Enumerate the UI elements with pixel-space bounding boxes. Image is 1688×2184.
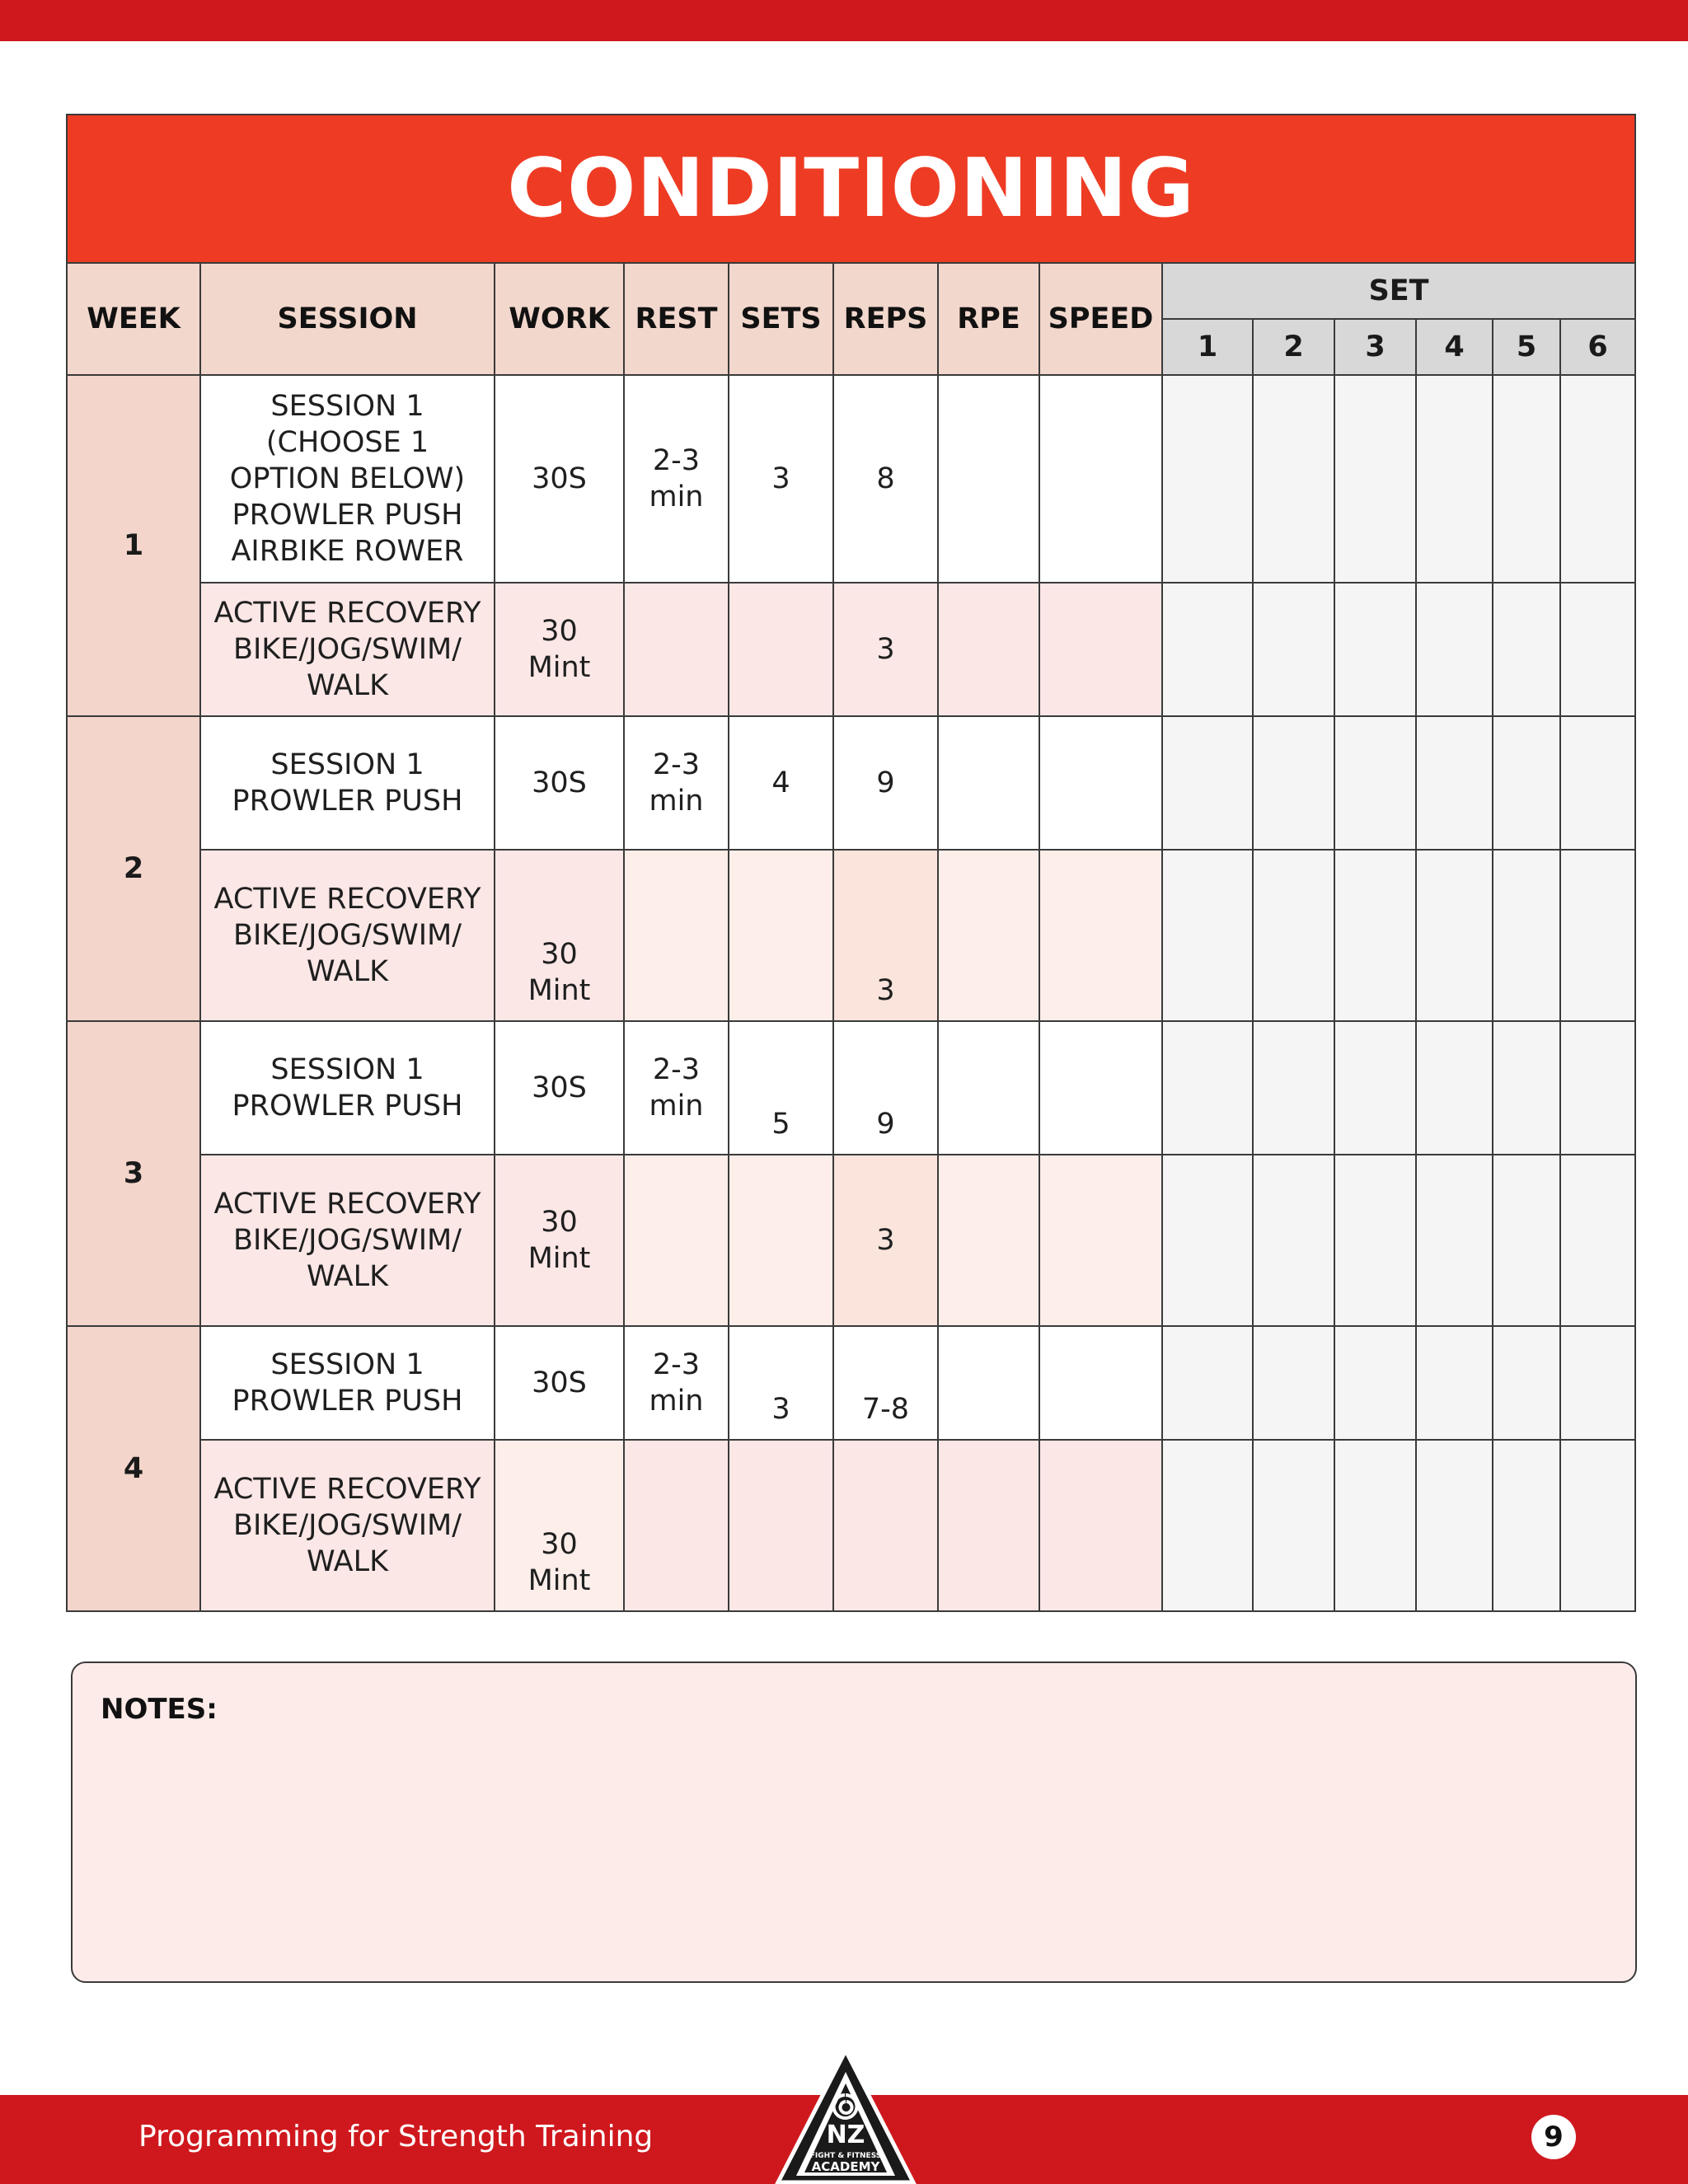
set-2-entry-cell[interactable] <box>1253 375 1334 583</box>
cell-speed[interactable] <box>1039 1021 1162 1155</box>
cell-rest <box>624 716 729 850</box>
cell-line: SESSION 1 <box>270 1348 424 1381</box>
cell-speed[interactable] <box>1039 1155 1162 1326</box>
cell-line: ACTIVE RECOVERY <box>213 1188 481 1221</box>
set-6-entry-cell[interactable] <box>1560 1021 1635 1155</box>
set-1-entry-cell[interactable] <box>1162 850 1253 1021</box>
footer-title: Programming for Strength Training <box>138 2120 654 2154</box>
set-1-entry-cell[interactable] <box>1162 1021 1253 1155</box>
cell-line: BIKE/JOG/SWIM/ <box>232 919 462 952</box>
cell-reps: 9 <box>833 1021 938 1155</box>
set-2-entry-cell[interactable] <box>1253 1021 1334 1155</box>
cell-line: Mint <box>528 974 591 1007</box>
page-number: 9 <box>1531 2115 1576 2159</box>
cell-rpe[interactable] <box>938 850 1039 1021</box>
set-3-entry-cell[interactable] <box>1334 1021 1416 1155</box>
set-3-entry-cell[interactable] <box>1334 1155 1416 1326</box>
cell-rpe[interactable] <box>938 1155 1039 1326</box>
cell-session <box>200 716 495 850</box>
cell-line: (CHOOSE 1 <box>265 426 429 459</box>
week-number: 1 <box>67 375 200 716</box>
cell-reps: 9 <box>833 716 938 850</box>
cell-line: 2-3 <box>652 444 701 477</box>
set-4-entry-cell[interactable] <box>1416 1440 1493 1611</box>
cell-speed[interactable] <box>1039 1440 1162 1611</box>
cell-line: min <box>649 480 704 513</box>
cell-sets: 5 <box>729 1021 833 1155</box>
set-4-entry-cell[interactable] <box>1416 375 1493 583</box>
set-4-entry-cell[interactable] <box>1416 583 1493 716</box>
cell-rpe[interactable] <box>938 716 1039 850</box>
cell-line: SESSION 1 <box>270 1053 424 1086</box>
set-6-entry-cell[interactable] <box>1560 583 1635 716</box>
cell-line: WALK <box>306 669 389 702</box>
header-set-1: 1 <box>1162 319 1253 375</box>
set-6-entry-cell[interactable] <box>1560 1440 1635 1611</box>
week-number: 4 <box>67 1326 200 1611</box>
cell-speed[interactable] <box>1039 1326 1162 1440</box>
cell-line: WALK <box>306 1260 389 1293</box>
cell-rest <box>624 375 729 583</box>
cell-rpe[interactable] <box>938 1021 1039 1155</box>
cell-work <box>495 850 624 1021</box>
cell-line: 30 <box>541 615 578 648</box>
set-6-entry-cell[interactable] <box>1560 1326 1635 1440</box>
cell-rpe[interactable] <box>938 583 1039 716</box>
cell-speed[interactable] <box>1039 583 1162 716</box>
cell-session <box>200 1021 495 1155</box>
top-accent-bar <box>0 0 1688 41</box>
cell-line: AIRBIKE ROWER <box>231 535 464 568</box>
cell-reps: 7-8 <box>833 1326 938 1440</box>
set-4-entry-cell[interactable] <box>1416 1326 1493 1440</box>
set-5-entry-cell[interactable] <box>1493 850 1560 1021</box>
cell-reps: 3 <box>833 1155 938 1326</box>
header-set-5: 5 <box>1493 319 1560 375</box>
header-sets: SETS <box>729 263 833 375</box>
set-1-entry-cell[interactable] <box>1162 1155 1253 1326</box>
notes-label: NOTES: <box>101 1693 218 1726</box>
conditioning-table-wrap <box>66 114 1634 1612</box>
set-5-entry-cell[interactable] <box>1493 1440 1560 1611</box>
week-number: 3 <box>67 1021 200 1326</box>
set-2-entry-cell[interactable] <box>1253 716 1334 850</box>
cell-sets <box>729 583 833 716</box>
cell-line: 30 <box>541 1206 578 1239</box>
header-speed: SPEED <box>1039 263 1162 375</box>
cell-line: ACTIVE RECOVERY <box>213 883 481 916</box>
notes-box[interactable] <box>71 1661 1637 1983</box>
set-6-entry-cell[interactable] <box>1560 716 1635 850</box>
cell-line: PROWLER PUSH <box>232 1385 463 1418</box>
set-5-entry-cell[interactable] <box>1493 1021 1560 1155</box>
cell-line: PROWLER PUSH <box>232 1090 463 1122</box>
header-reps: REPS <box>833 263 938 375</box>
set-5-entry-cell[interactable] <box>1493 1326 1560 1440</box>
set-2-entry-cell[interactable] <box>1253 583 1334 716</box>
cell-line: min <box>649 1090 704 1122</box>
cell-line: 2-3 <box>652 1053 701 1086</box>
set-5-entry-cell[interactable] <box>1493 1155 1560 1326</box>
table-row <box>67 716 1635 850</box>
cell-reps: 3 <box>833 850 938 1021</box>
cell-line: min <box>649 1385 704 1418</box>
cell-rest <box>624 1155 729 1326</box>
cell-sets: 3 <box>729 375 833 583</box>
set-2-entry-cell[interactable] <box>1253 1326 1334 1440</box>
set-6-entry-cell[interactable] <box>1560 375 1635 583</box>
table-row <box>67 375 1635 583</box>
cell-rest <box>624 583 729 716</box>
cell-work: 30S <box>495 375 624 583</box>
cell-work <box>495 1440 624 1611</box>
cell-line: 30 <box>541 938 578 971</box>
table-row <box>67 1326 1635 1440</box>
cell-session <box>200 583 495 716</box>
cell-line: ACTIVE RECOVERY <box>213 597 481 630</box>
cell-work: 30S <box>495 716 624 850</box>
cell-work: 30S <box>495 1326 624 1440</box>
cell-speed[interactable] <box>1039 850 1162 1021</box>
set-1-entry-cell[interactable] <box>1162 1440 1253 1611</box>
conditioning-table <box>66 114 1636 1612</box>
header-set: SET <box>1162 263 1635 319</box>
cell-session <box>200 1155 495 1326</box>
logo-line2: ACADEMY <box>811 2159 880 2174</box>
cell-line: PROWLER PUSH <box>232 499 463 532</box>
cell-line: OPTION BELOW) <box>229 462 466 495</box>
cell-sets <box>729 850 833 1021</box>
cell-rpe[interactable] <box>938 375 1039 583</box>
week-number: 2 <box>67 716 200 1021</box>
set-1-entry-cell[interactable] <box>1162 716 1253 850</box>
cell-line: Mint <box>528 1242 591 1275</box>
cell-session <box>200 850 495 1021</box>
set-1-entry-cell[interactable] <box>1162 583 1253 716</box>
cell-work <box>495 583 624 716</box>
set-4-entry-cell[interactable] <box>1416 1155 1493 1326</box>
cell-rpe[interactable] <box>938 1440 1039 1611</box>
cell-line: 2-3 <box>652 748 701 781</box>
set-6-entry-cell[interactable] <box>1560 1155 1635 1326</box>
set-4-entry-cell[interactable] <box>1416 1021 1493 1155</box>
cell-reps <box>833 1440 938 1611</box>
cell-line: ACTIVE RECOVERY <box>213 1473 481 1506</box>
cell-line: WALK <box>306 955 389 988</box>
cell-sets <box>729 1440 833 1611</box>
set-1-entry-cell[interactable] <box>1162 375 1253 583</box>
cell-session <box>200 1326 495 1440</box>
table-row <box>67 1155 1635 1326</box>
cell-reps: 8 <box>833 375 938 583</box>
header-work: WORK <box>495 263 624 375</box>
cell-rest <box>624 850 729 1021</box>
cell-line: SESSION 1 <box>270 390 424 423</box>
set-6-entry-cell[interactable] <box>1560 850 1635 1021</box>
set-3-entry-cell[interactable] <box>1334 583 1416 716</box>
cell-work <box>495 1155 624 1326</box>
cell-work: 30S <box>495 1021 624 1155</box>
cell-reps: 3 <box>833 583 938 716</box>
cell-line: BIKE/JOG/SWIM/ <box>232 633 462 666</box>
cell-line: 2-3 <box>652 1348 701 1381</box>
cell-sets <box>729 1155 833 1326</box>
set-5-entry-cell[interactable] <box>1493 375 1560 583</box>
header-set-3: 3 <box>1334 319 1416 375</box>
header-set-6: 6 <box>1560 319 1635 375</box>
cell-session <box>200 1440 495 1611</box>
cell-line: PROWLER PUSH <box>232 785 463 818</box>
set-5-entry-cell[interactable] <box>1493 716 1560 850</box>
set-2-entry-cell[interactable] <box>1253 1155 1334 1326</box>
cell-line: 30 <box>541 1528 578 1561</box>
set-2-entry-cell[interactable] <box>1253 1440 1334 1611</box>
cell-sets: 3 <box>729 1326 833 1440</box>
set-2-entry-cell[interactable] <box>1253 850 1334 1021</box>
cell-line: min <box>649 785 704 818</box>
logo-mark: NZ <box>826 2121 865 2149</box>
cell-rpe[interactable] <box>938 1326 1039 1440</box>
table-row <box>67 850 1635 1021</box>
cell-line: BIKE/JOG/SWIM/ <box>232 1509 462 1542</box>
header-set-4: 4 <box>1416 319 1493 375</box>
academy-logo-icon <box>771 2044 920 2184</box>
set-1-entry-cell[interactable] <box>1162 1326 1253 1440</box>
set-3-entry-cell[interactable] <box>1334 716 1416 850</box>
header-rpe: RPE <box>938 263 1039 375</box>
cell-line: WALK <box>306 1545 389 1578</box>
set-5-entry-cell[interactable] <box>1493 583 1560 716</box>
table-body <box>67 375 1635 1611</box>
table-row <box>67 1021 1635 1155</box>
cell-speed[interactable] <box>1039 716 1162 850</box>
set-3-entry-cell[interactable] <box>1334 375 1416 583</box>
cell-sets: 4 <box>729 716 833 850</box>
header-week: WEEK <box>67 263 200 375</box>
table-row <box>67 1440 1635 1611</box>
cell-line: Mint <box>528 1564 591 1597</box>
table-row <box>67 583 1635 716</box>
cell-line: Mint <box>528 651 591 684</box>
set-4-entry-cell[interactable] <box>1416 850 1493 1021</box>
cell-rest <box>624 1326 729 1440</box>
cell-speed[interactable] <box>1039 375 1162 583</box>
header-rest: REST <box>624 263 729 375</box>
logo-line1: FIGHT & FITNESS <box>809 2152 882 2160</box>
cell-rest <box>624 1021 729 1155</box>
set-4-entry-cell[interactable] <box>1416 716 1493 850</box>
header-set-2: 2 <box>1253 319 1334 375</box>
header-session: SESSION <box>200 263 495 375</box>
set-3-entry-cell[interactable] <box>1334 1440 1416 1611</box>
cell-line: BIKE/JOG/SWIM/ <box>232 1224 462 1257</box>
page-title: CONDITIONING <box>67 115 1635 263</box>
cell-line: SESSION 1 <box>270 748 424 781</box>
cell-rest <box>624 1440 729 1611</box>
set-3-entry-cell[interactable] <box>1334 1326 1416 1440</box>
cell-session <box>200 375 495 583</box>
set-3-entry-cell[interactable] <box>1334 850 1416 1021</box>
